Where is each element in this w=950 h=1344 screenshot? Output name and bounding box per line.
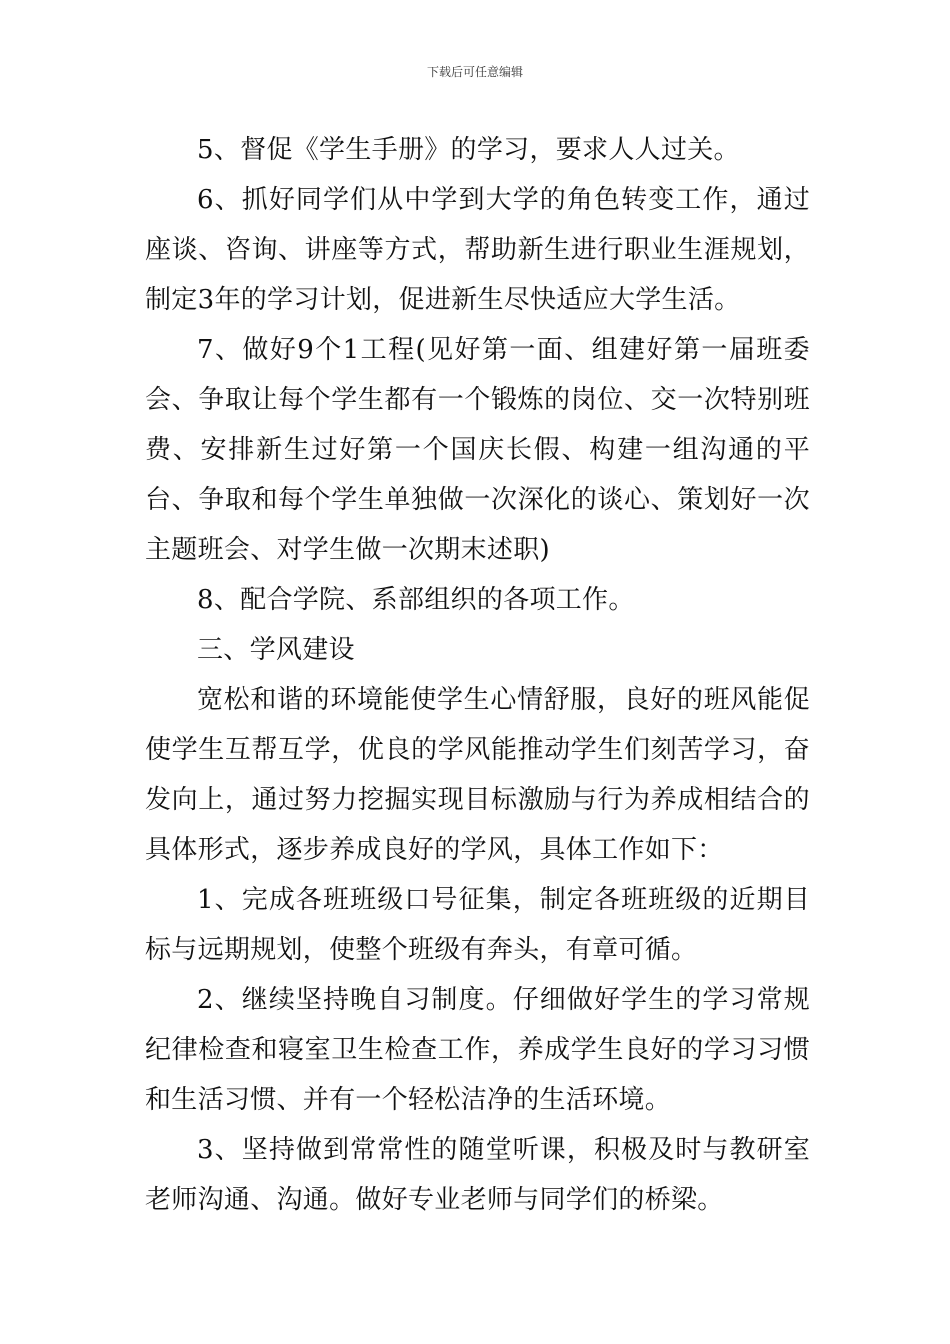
page-header: 下载后可任意编辑 [426, 65, 523, 79]
paragraph-item-5: 5、督促《学生手册》的学习，要求人人过关。 [197, 135, 740, 165]
paragraph-item-1: 1、完成各班班级口号征集，制定各班班级的近期目标与远期规划，使整个班级有奔头，有章可循。 [145, 885, 810, 965]
paragraph-item-3: 3、坚持做到常常性的随堂听课，积极及时与教研室老师沟通、沟通。做好专业老师与同学们的桥梁。 [145, 1135, 810, 1215]
paragraph-item-6: 6、抓好同学们从中学到大学的角色转变工作，通过座谈、咨询、讲座等方式，帮助新生进行职业生涯规划，制定3年的学习计划，促进新生尽快适应大学生活。 [145, 185, 810, 315]
document-body [145, 125, 810, 1225]
paragraph-item-2: 2、继续坚持晚自习制度。仔细做好学生的学习常规纪律检查和寝室卫生检查工作，养成学生良好的学习习惯和生活习惯、并有一个轻松洁净的生活环境。 [145, 985, 810, 1115]
paragraph-item-8: 8、配合学院、系部组织的各项工作。 [197, 585, 635, 615]
paragraph-item-7: 7、做好9个1工程(见好第一面、组建好第一届班委会、争取让每个学生都有一个锻炼的岗位、交一次特别班费、安排新生过好第一个国庆长假、构建一组沟通的平台、争取和每个学生单独做一次深化的谈心、策划好一次主题班会、对学生做一次期末述职) [145, 335, 810, 565]
section-heading-study-style: 三、学风建设 [197, 635, 355, 665]
paragraph-intro: 宽松和谐的环境能使学生心情舒服，良好的班风能促使学生互帮互学，优良的学风能推动学生们刻苦学习，奋发向上，通过努力挖掘实现目标激励与行为养成相结合的具体形式，逐步养成良好的学风，具体工作如下： [145, 685, 810, 865]
